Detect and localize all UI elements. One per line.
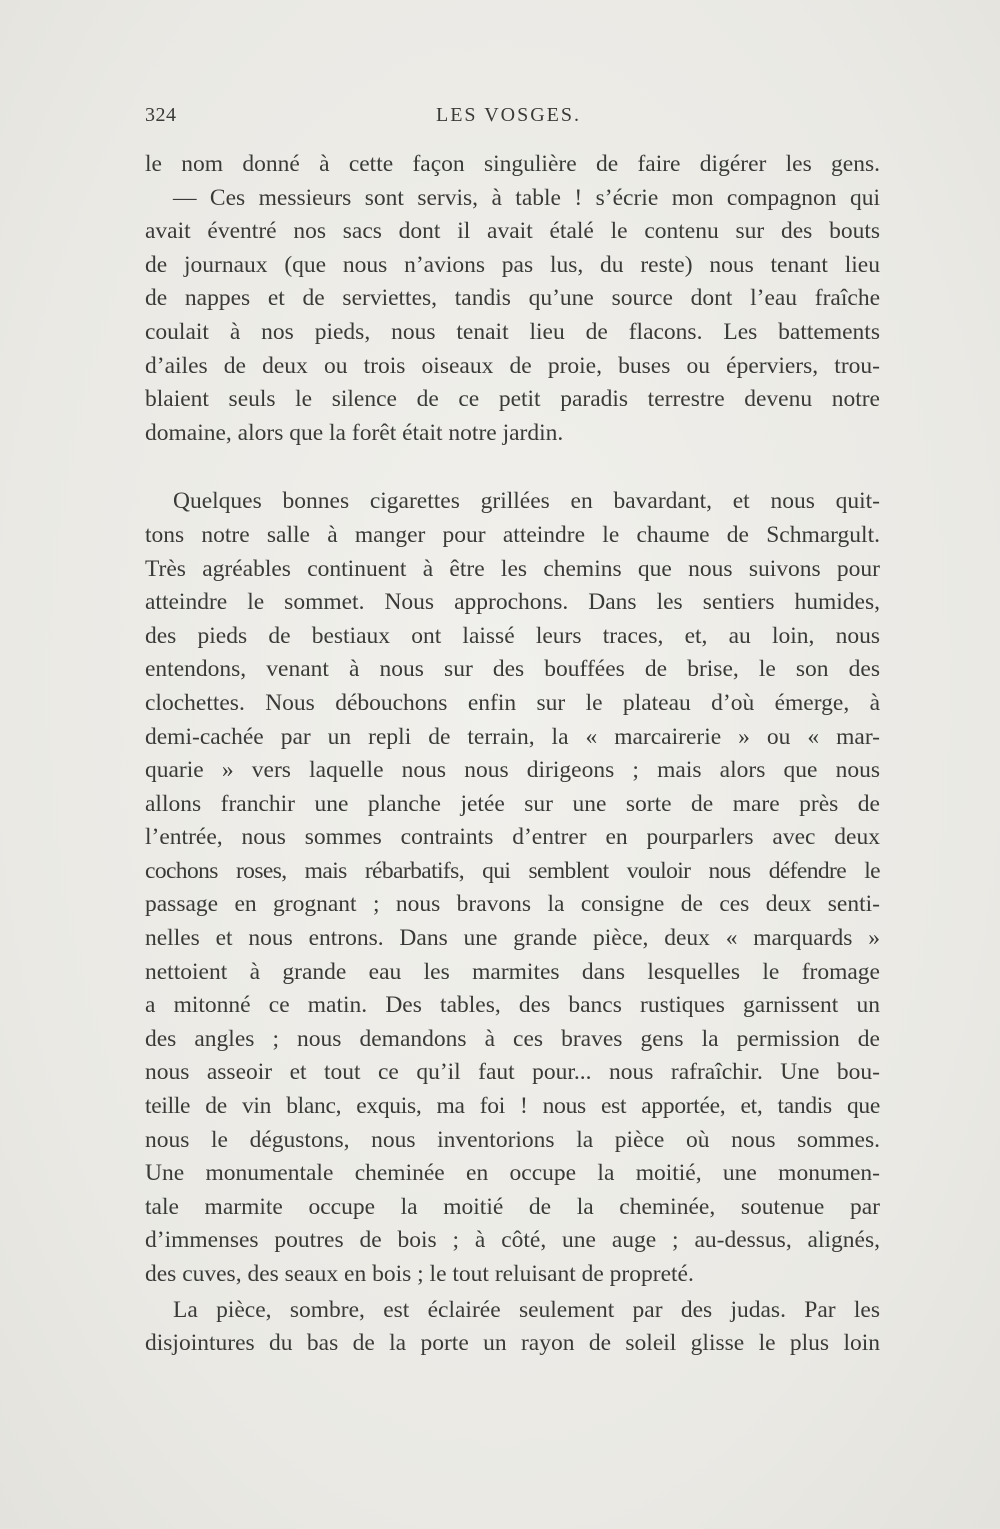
text-line: tale marmite occupe la moitié de la cheminée, soutenue par bbox=[145, 1193, 880, 1220]
text-line: demi-cachée par un repli de terrain, la « marcairerie » ou « mar- bbox=[145, 723, 880, 750]
text-line: coulait à nos pieds, nous tenait lieu de flacons. Les battements bbox=[145, 318, 880, 345]
text-line: d’immenses poutres de bois ; à côté, une auge ; au-dessus, alignés, bbox=[145, 1227, 880, 1254]
text-line: d’ailes de deux ou trois oiseaux de proie, buses ou éperviers, trou- bbox=[145, 352, 880, 379]
paragraph-1 bbox=[145, 148, 880, 450]
text-line: nelles et nous entrons. Dans une grande pièce, deux « marquards » bbox=[145, 925, 880, 952]
paragraph-gap bbox=[145, 450, 880, 485]
text-line: passage en grognant ; nous bravons la consigne de ces deux senti- bbox=[145, 891, 880, 918]
body-text bbox=[145, 148, 880, 1361]
text-line: nous le dégustons, nous inventorions la pièce où nous sommes. bbox=[145, 1126, 880, 1153]
text-line: des angles ; nous demandons à ces braves gens la permission de bbox=[145, 1025, 880, 1052]
text-line: blaient seuls le silence de ce petit paradis terrestre devenu notre bbox=[145, 386, 880, 413]
text-line: Très agréables continuent à être les chemins que nous suivons pour bbox=[145, 555, 880, 582]
text-line: — Ces messieurs sont servis, à table ! s’écrie mon compagnon qui bbox=[173, 184, 880, 211]
page-number: 324 bbox=[145, 104, 177, 126]
text-line: La pièce, sombre, est éclairée seulement par des judas. Par les bbox=[173, 1296, 880, 1323]
paragraph-3 bbox=[145, 1294, 880, 1361]
text-line: quarie » vers laquelle nous nous dirigeons ; mais alors que nous bbox=[145, 757, 880, 784]
text-line: l’entrée, nous sommes contraints d’entrer en pourparlers avec deux bbox=[145, 824, 880, 851]
text-line: Quelques bonnes cigarettes grillées en bavardant, et nous quit- bbox=[173, 488, 880, 515]
text-line: de nappes et de serviettes, tandis qu’une source dont l’eau fraîche bbox=[145, 285, 880, 312]
text-line: entendons, venant à nous sur des bouffées de brise, le son des bbox=[145, 656, 880, 683]
text-line: teille de vin blanc, exquis, ma foi ! nous est apportée, et, tandis que bbox=[145, 1093, 880, 1120]
text-line: des pieds de bestiaux ont laissé leurs traces, et, au loin, nous bbox=[145, 622, 880, 649]
text-line: allons franchir une planche jetée sur une sorte de mare près de bbox=[145, 790, 880, 817]
text-line: Une monumentale cheminée en occupe la moitié, une monumen- bbox=[145, 1160, 880, 1187]
paragraph-2 bbox=[145, 485, 880, 1291]
page-header-title: LES VOSGES. bbox=[436, 104, 581, 126]
text-line: nettoient à grande eau les marmites dans lesquelles le fromage bbox=[145, 958, 880, 985]
text-line: le nom donné à cette façon singulière de faire digérer les gens. bbox=[145, 151, 880, 177]
text-line: avait éventré nos sacs dont il avait étalé le contenu sur des bouts bbox=[145, 218, 880, 245]
text-line: nous asseoir et tout ce qu’il faut pour... nous rafraîchir. Une bou- bbox=[145, 1059, 880, 1086]
text-line: a mitonné ce matin. Des tables, des bancs rustiques garnissent un bbox=[145, 992, 880, 1019]
text-line: de journaux (que nous n’avions pas lus, du reste) nous tenant lieu bbox=[145, 251, 880, 278]
text-line: disjointures du bas de la porte un rayon de soleil glisse le plus loin bbox=[145, 1330, 880, 1357]
text-line: atteindre le sommet. Nous approchons. Dans les sentiers humides, bbox=[145, 589, 880, 616]
text-line: tons notre salle à manger pour atteindre le chaume de Schmargult. bbox=[145, 521, 880, 548]
text-line: cochons roses, mais rébarbatifs, qui semblent vouloir nous défendre le bbox=[145, 857, 880, 884]
text-line: clochettes. Nous débouchons enfin sur le plateau d’où émerge, à bbox=[145, 689, 880, 716]
text-line: domaine, alors que la forêt était notre jardin. bbox=[145, 419, 564, 446]
text-line: des cuves, des seaux en bois ; le tout reluisant de propreté. bbox=[145, 1261, 694, 1287]
running-head bbox=[145, 104, 880, 134]
